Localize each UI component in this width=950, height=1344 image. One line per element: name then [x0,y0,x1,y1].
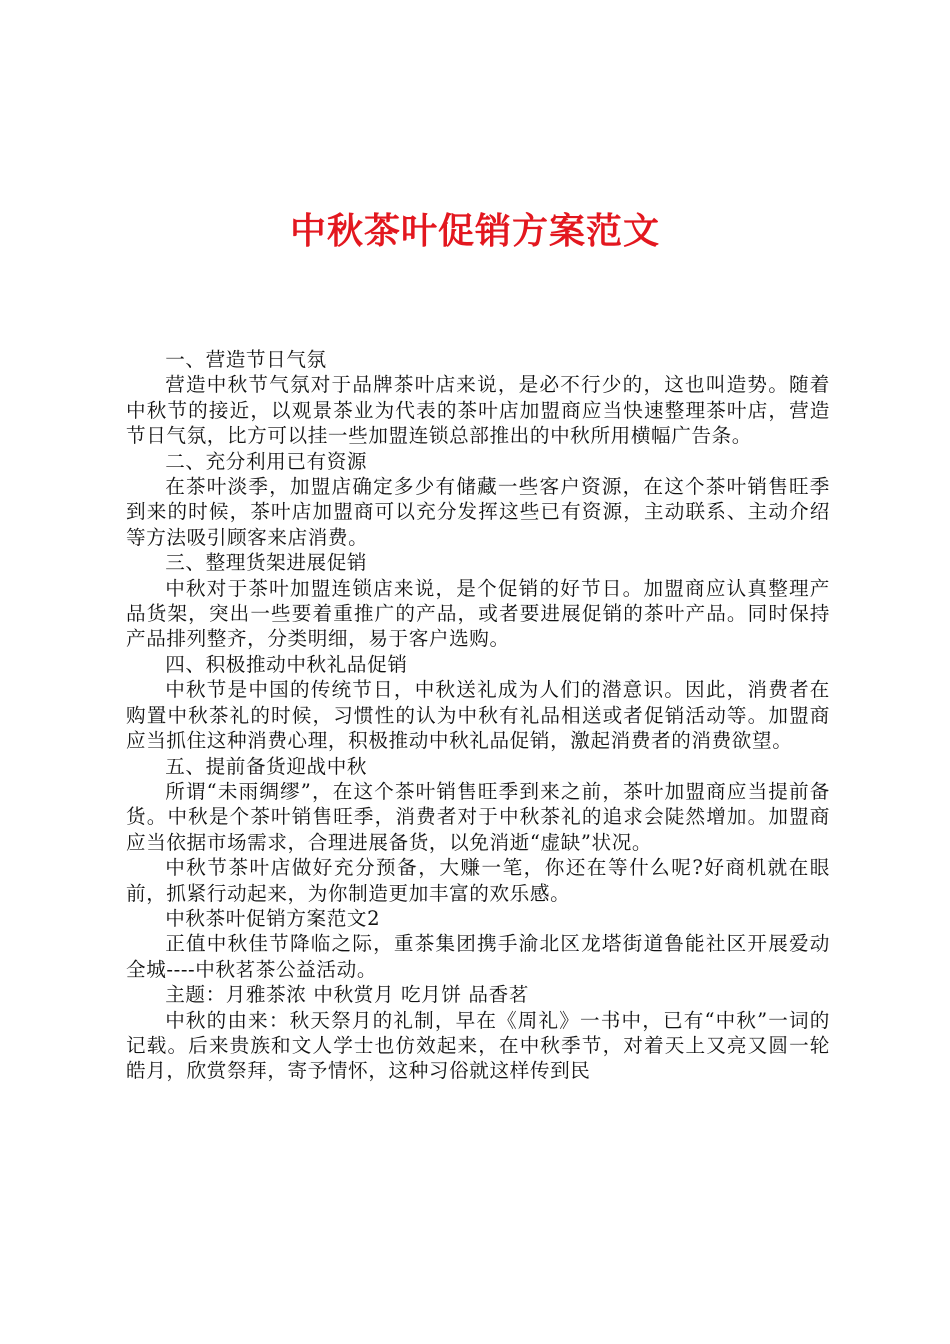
document-title: 中秋茶叶促销方案范文 [289,210,660,252]
body-paragraph: 中秋的由来：秋天祭月的礼制，早在《周礼》一书中，已有“中秋”一词的记载。后来贵族和文人学士也仿效起来，在中秋季节，对着天上又亮又圆一轮皓月，欣赏祭拜，寄予情怀，这种习俗就这样传到民 [126,1008,830,1083]
section-heading-3: 三、整理货架进展促销 [165,551,368,575]
section-heading-1: 一、营造节日气氛 [165,348,327,371]
subtitle-line: 中秋茶叶促销方案范文2 [165,906,381,930]
body-paragraph: 中秋节茶叶店做好充分预备，大赚一笔，你还在等什么呢?好商机就在眼前，抓紧行动起来，为你制造更加丰富的欢乐感。 [126,856,830,905]
body-paragraph: 营造中秋节气氛对于品牌茶叶店来说，是必不行少的，这也叫造势。随着中秋节的接近，以观景茶业为代表的茶叶店加盟商应当快速整理茶叶店，营造节日气氛，比方可以挂一些加盟连锁总部推出的中秋所用横幅广告条。 [126,373,830,448]
theme-line: 主题：月雅茶浓 中秋赏月 吃月饼 品香茗 [165,983,529,1007]
body-paragraph: 中秋对于茶叶加盟连锁店来说，是个促销的好节日。加盟商应认真整理产品货架，突出一些要着重推广的产品，或者要进展促销的茶叶产品。同时保持产品排列整齐，分类明细，易于客户选购。 [126,576,830,651]
section-heading-2: 二、充分利用已有资源 [165,449,368,473]
body-paragraph: 在茶叶淡季，加盟店确定多少有储藏一些客户资源，在这个茶叶销售旺季到来的时候，茶叶店加盟商可以充分发挥这些已有资源，主动联系、主动介绍等方法吸引顾客来店消费。 [126,475,830,549]
body-paragraph: 中秋节是中国的传统节日，中秋送礼成为人们的潜意识。因此，消费者在购置中秋茶礼的时候，习惯性的认为中秋有礼品相送或者促销活动等。加盟商应当抓住这种消费心理，积极推动中秋礼品促销，激起消费者的消费欲望。 [126,678,830,753]
section-heading-4: 四、积极推动中秋礼品促销 [165,652,408,676]
section-heading-5: 五、提前备货迎战中秋 [165,754,368,778]
document-body [126,347,830,1084]
body-paragraph: 所谓“未雨绸缪”，在这个茶叶销售旺季到来之前，茶叶加盟商应当提前备货。中秋是个茶叶销售旺季，消费者对于中秋茶礼的追求会陡然增加。加盟商应当依据市场需求，合理进展备货，以免消逝“虚缺”状况。 [126,779,830,854]
body-paragraph: 正值中秋佳节降临之际，重茶集团携手渝北区龙塔街道鲁能社区开展爱动全城----中秋茗茶公益活动。 [126,932,830,981]
